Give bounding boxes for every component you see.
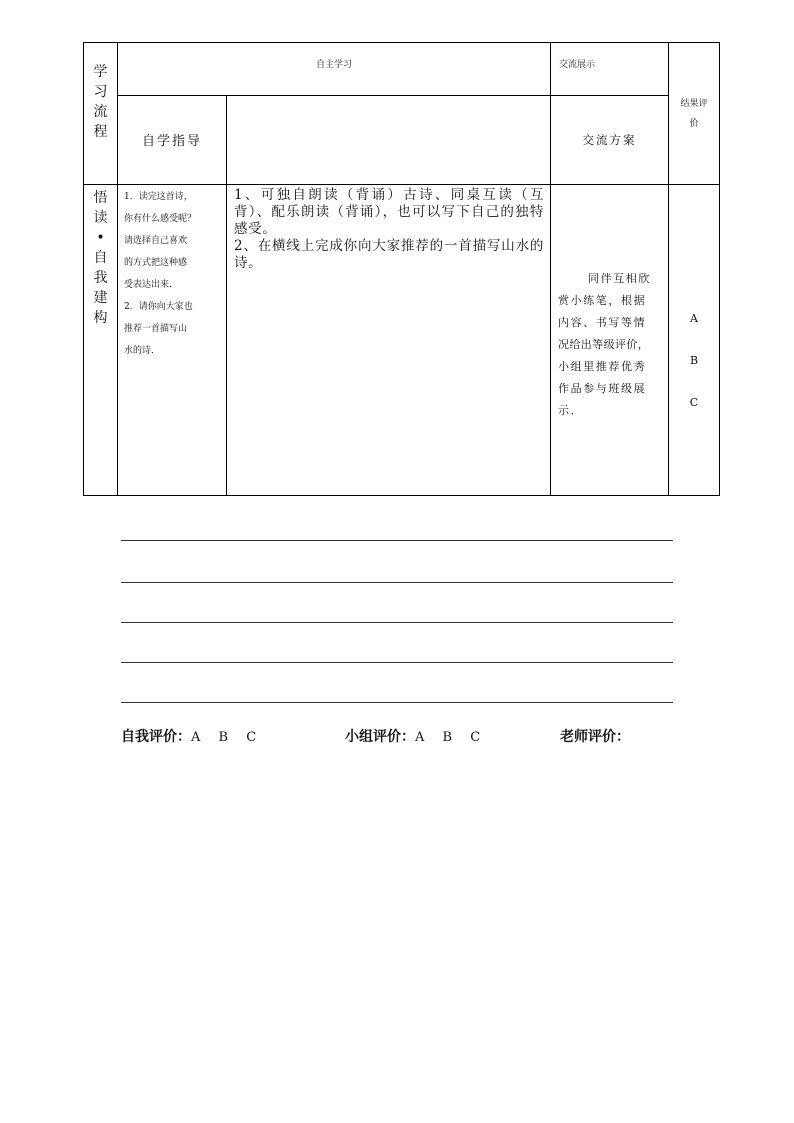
header-divider [117, 95, 668, 96]
teacher-eval-label: 老师评价： [560, 729, 630, 745]
grade-list [669, 298, 719, 424]
process-char: 学 [93, 64, 108, 80]
sub-self-guide: 自学指导 [141, 133, 202, 149]
grade-b: B [689, 354, 699, 367]
guide-line: 1．读完这首诗， [124, 192, 193, 202]
guide-line: 请选择自己喜欢 [124, 236, 188, 246]
guide-line: 的方式把这种感 [124, 258, 188, 268]
grade-c: C [689, 396, 699, 409]
table-border-bottom [83, 495, 720, 496]
table-border-top [83, 42, 720, 43]
stage-char: 自 [93, 250, 108, 266]
exchange-line: 小组里推荐优秀 [558, 360, 647, 373]
writing-line[interactable] [121, 702, 673, 703]
guide-line: 水的诗． [124, 346, 161, 356]
group-eval-label: 小组评价： [345, 729, 415, 745]
self-eval-grades[interactable]: A B C [191, 730, 257, 745]
group-eval-grades[interactable]: A B C [415, 730, 481, 745]
writing-line[interactable] [121, 582, 673, 583]
header-result-line: 结果评 [680, 99, 708, 109]
guide-text [124, 186, 226, 362]
col-divider-2 [226, 95, 227, 496]
exchange-line: 况给出等级评价， [558, 338, 650, 351]
writing-line[interactable] [121, 622, 673, 623]
col-divider-3 [550, 42, 551, 496]
grade-a: A [690, 312, 698, 325]
guide-line: 你有什么感受呢？ [124, 214, 197, 224]
stage-char: 我 [93, 270, 108, 286]
exchange-line: 示． [558, 404, 584, 417]
process-char: 习 [93, 84, 108, 100]
process-char: 流 [93, 104, 108, 120]
header-result-line: 价 [689, 119, 699, 129]
self-evaluation [121, 726, 256, 746]
header-exchange: 交流展示 [559, 60, 596, 70]
row-divider [83, 184, 720, 185]
teacher-evaluation [560, 726, 630, 746]
stage-char: 悟 [93, 190, 108, 206]
stage-char: 构 [93, 310, 108, 326]
stage-char: 读 [93, 210, 108, 226]
sub-exchange-plan: 交流方案 [582, 133, 637, 147]
study-table [83, 42, 720, 496]
guide-line: 2．请你向大家也 [124, 302, 193, 312]
exchange-text [558, 268, 668, 422]
self-eval-label: 自我评价： [121, 729, 191, 745]
header-self-study: 自主学习 [315, 60, 352, 70]
task-item: 2、在横线上完成你向大家推荐的一首描写山水的诗。 [234, 238, 544, 271]
exchange-line: 作品参与班级展 [558, 382, 647, 395]
stage-label [84, 188, 117, 328]
header-result [669, 94, 719, 134]
group-evaluation [345, 726, 480, 746]
col-divider-1 [117, 42, 118, 496]
table-border-right [719, 42, 720, 496]
task-item: 1、可独自朗读（背诵）古诗、同桌互读（互背）、配乐朗读（背诵），也可以写下自己的独特感受。 [234, 187, 544, 237]
guide-line: 受表达出来． [124, 280, 179, 290]
writing-line[interactable] [121, 662, 673, 663]
guide-line: 推荐一首描写山 [124, 324, 188, 334]
writing-line[interactable] [121, 540, 673, 541]
stage-char: • [96, 230, 105, 246]
exchange-line: 赏小练笔，根据 [558, 294, 647, 307]
task-text [234, 187, 544, 272]
stage-char: 建 [93, 290, 108, 306]
exchange-line: 同伴互相欣 [588, 272, 651, 285]
process-label [84, 62, 117, 142]
process-char: 程 [93, 124, 108, 140]
exchange-line: 内容、书写等情 [558, 316, 647, 329]
